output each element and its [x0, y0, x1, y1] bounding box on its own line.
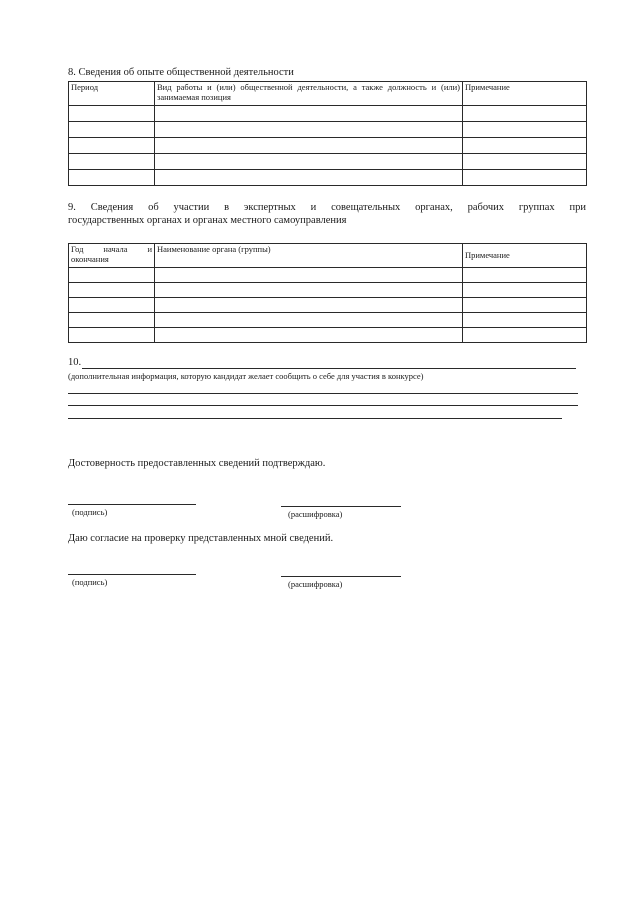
table-cell[interactable]: [463, 328, 587, 343]
section-8-title: 8. Сведения об опыте общественной деятельности: [68, 67, 294, 78]
table-cell[interactable]: [463, 122, 587, 138]
table-row[interactable]: [69, 283, 587, 298]
table-row[interactable]: [69, 170, 587, 186]
table-row[interactable]: [69, 106, 587, 122]
section-9-title-line-2: государственных органах и органах местного самоуправления: [68, 214, 347, 226]
table-row[interactable]: [69, 298, 587, 313]
section-9-title: [68, 202, 586, 227]
table-cell[interactable]: [69, 170, 155, 186]
table-cell[interactable]: [155, 106, 463, 122]
table-cell[interactable]: [463, 313, 587, 328]
table-cell[interactable]: [463, 283, 587, 298]
decoding-line[interactable]: [281, 576, 401, 577]
decoding-label: (расшифровка): [288, 509, 343, 519]
column-header-period: Период: [69, 82, 155, 106]
table-header-row: [69, 82, 587, 106]
table-cell[interactable]: [155, 122, 463, 138]
table-row[interactable]: [69, 268, 587, 283]
table-cell[interactable]: [69, 106, 155, 122]
column-header-years-label: Год начала и окончания: [71, 244, 152, 264]
signature-line[interactable]: [68, 574, 196, 575]
table-cell[interactable]: [155, 268, 463, 283]
table-cell[interactable]: [463, 106, 587, 122]
section-9-title-line-1: 9. Сведения об участии в экспертных и совещательных органах, рабочих группах при: [68, 202, 586, 213]
column-header-activity-label: Вид работы и (или) общественной деятельности, а также должность и (или) занимаемая позиция: [157, 82, 460, 102]
additional-info-line[interactable]: [68, 418, 562, 419]
table-cell[interactable]: [69, 154, 155, 170]
table-cell[interactable]: [69, 138, 155, 154]
confirmation-text: Достоверность предоставленных сведений подтверждаю.: [68, 458, 326, 469]
table-cell[interactable]: [463, 268, 587, 283]
table-cell[interactable]: [155, 138, 463, 154]
table-row[interactable]: [69, 138, 587, 154]
table-cell[interactable]: [69, 122, 155, 138]
table-cell[interactable]: [463, 170, 587, 186]
table-cell[interactable]: [155, 170, 463, 186]
table-row[interactable]: [69, 328, 587, 343]
decoding-label: (расшифровка): [288, 579, 343, 589]
section-8-table: [68, 81, 587, 186]
column-header-body-name: Наименование органа (группы): [155, 244, 463, 268]
table-row[interactable]: [69, 154, 587, 170]
additional-info-line[interactable]: [68, 393, 578, 394]
column-header-activity: [155, 82, 463, 106]
table-cell[interactable]: [69, 313, 155, 328]
section-10-caption: (дополнительная информация, которую кандидат желает сообщить о себе для участия в конкурсе): [68, 371, 424, 381]
table-row[interactable]: [69, 313, 587, 328]
additional-info-line[interactable]: [68, 405, 578, 406]
column-header-note: Примечание: [463, 244, 587, 268]
table-cell[interactable]: [155, 154, 463, 170]
table-cell[interactable]: [155, 313, 463, 328]
consent-text: Даю согласие на проверку представленных мной сведений.: [68, 533, 334, 544]
table-cell[interactable]: [69, 328, 155, 343]
signature-label: (подпись): [72, 577, 108, 587]
table-cell[interactable]: [155, 298, 463, 313]
table-cell[interactable]: [155, 328, 463, 343]
column-header-years: [69, 244, 155, 268]
section-10-input-line[interactable]: [82, 368, 576, 369]
table-cell[interactable]: [69, 298, 155, 313]
decoding-line[interactable]: [281, 506, 401, 507]
table-cell[interactable]: [69, 283, 155, 298]
table-header-row: [69, 244, 587, 268]
table-cell[interactable]: [463, 154, 587, 170]
signature-line[interactable]: [68, 504, 196, 505]
section-9-table: [68, 243, 587, 343]
signature-label: (подпись): [72, 507, 108, 517]
section-10-number: 10.: [68, 357, 82, 368]
table-cell[interactable]: [463, 298, 587, 313]
column-header-note: Примечание: [463, 82, 587, 106]
table-cell[interactable]: [463, 138, 587, 154]
table-row[interactable]: [69, 122, 587, 138]
table-cell[interactable]: [155, 283, 463, 298]
table-cell[interactable]: [69, 268, 155, 283]
